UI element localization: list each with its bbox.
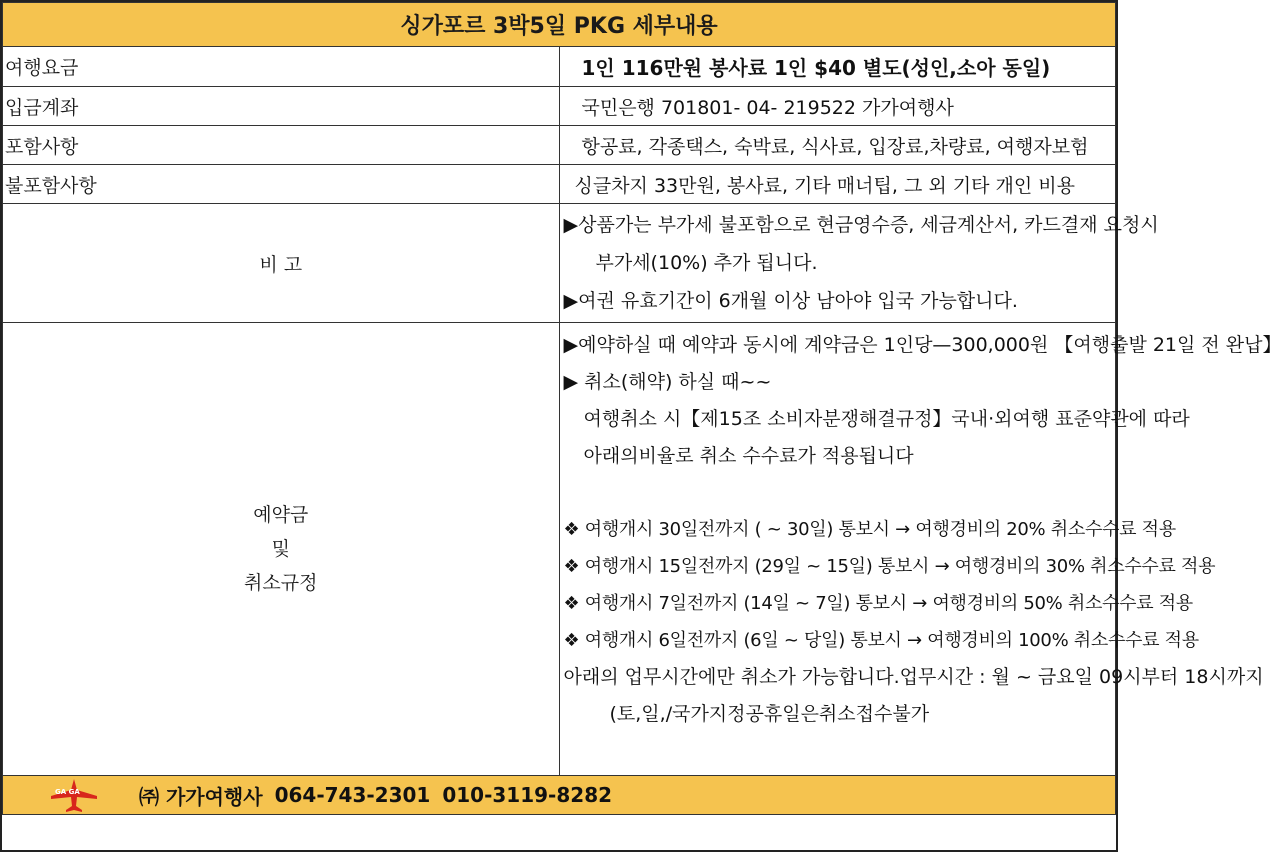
account-value: 국민은행 701801- 04- 219522 가가여행사 bbox=[559, 87, 1116, 126]
included-row bbox=[3, 126, 1116, 165]
footer-cell bbox=[3, 776, 1116, 815]
price-label: 여행요금 bbox=[3, 47, 560, 87]
policy-line: 아래의비율로 취소 수수료가 적용됩니다 bbox=[583, 445, 914, 467]
included-label: 포함사항 bbox=[3, 126, 560, 165]
footer-phone: 064-743-2301 bbox=[274, 783, 431, 807]
policy-line: 여행취소 시【제15조 소비자분쟁해결규정】국내·외여행 표준약관에 따라 bbox=[583, 408, 1190, 430]
cancellation-value bbox=[559, 323, 1282, 776]
footer-phone: 010-3119-8282 bbox=[442, 783, 613, 807]
account-label: 입금계좌 bbox=[3, 87, 560, 126]
remarks-value bbox=[559, 204, 1159, 323]
cancellation-label-line: 및 bbox=[271, 538, 290, 560]
footer-content bbox=[3, 778, 1115, 812]
remarks-label: 비 고 bbox=[3, 204, 560, 323]
excluded-label: 불포함사항 bbox=[3, 165, 560, 204]
footer-row bbox=[3, 776, 1116, 815]
footer-company: ㈜ 가가여행사 bbox=[139, 784, 263, 809]
details-table bbox=[2, 2, 1282, 815]
fee-rule-line: ❖ 여행개시 7일전까지 (14일 ~ 7일) 통보시 → 여행경비의 50% 취소수수료 적용 bbox=[563, 593, 1193, 614]
included-value: 항공료, 각종택스, 숙박료, 식사료, 입장료,차량료, 여행자보험 bbox=[559, 126, 1116, 165]
price-row bbox=[3, 47, 1116, 87]
business-hours-line: 아래의 업무시간에만 취소가 가능합니다.업무시간 : 월 ~ 금요일 09시부터 18시까지 bbox=[563, 666, 1264, 688]
airplane-logo-icon bbox=[49, 778, 99, 812]
spacer bbox=[564, 475, 1116, 511]
cancellation-row bbox=[3, 323, 1116, 776]
cancel-heading-line: ▶ 취소(해약) 하실 때~~ bbox=[563, 371, 772, 393]
fee-rule-line: ❖ 여행개시 15일전까지 (29일 ~ 15일) 통보시 → 여행경비의 30% 취소수수료 적용 bbox=[563, 556, 1216, 577]
fee-rule-line: ❖ 여행개시 6일전까지 (6일 ~ 당일) 통보시 → 여행경비의 100% 취소수수료 적용 bbox=[563, 630, 1199, 651]
remarks-line: ▶여권 유효기간이 6개월 이상 남아야 입국 가능합니다. bbox=[563, 290, 1018, 312]
remarks-line: ▶상품가는 부가세 불포함으로 현금영수증, 세금계산서, 카드결재 요청시 bbox=[563, 214, 1159, 236]
page-title: 싱가포르 3박5일 PKG 세부내용 bbox=[3, 3, 1116, 47]
fee-rule-line: ❖ 여행개시 30일전까지 ( ~ 30일) 통보시 → 여행경비의 20% 취소수수료 적용 bbox=[563, 519, 1176, 540]
remarks-row bbox=[3, 204, 1116, 323]
account-row bbox=[3, 87, 1116, 126]
price-value: 1인 116만원 봉사료 1인 $40 별도(성인,소아 동일) bbox=[559, 47, 1116, 87]
cancellation-label bbox=[3, 323, 560, 776]
excluded-value: 싱글차지 33만원, 봉사료, 기타 매너팁, 그 외 기타 개인 비용 bbox=[559, 165, 1116, 204]
cancellation-label-line: 예약금 bbox=[253, 504, 309, 526]
business-hours-note: (토,일,/국가지정공휴일은취소접수불가 bbox=[609, 703, 930, 725]
remarks-line: 부가세(10%) 추가 됩니다. bbox=[595, 252, 818, 274]
logo-text: GA GA bbox=[55, 788, 80, 796]
title-row bbox=[3, 3, 1116, 47]
excluded-row bbox=[3, 165, 1116, 204]
cancellation-label-line: 취소규정 bbox=[244, 572, 318, 594]
deposit-line: ▶예약하실 때 예약과 동시에 계약금은 1인당—300,000원 【여행출발 21일 전 완납】 bbox=[563, 334, 1282, 356]
